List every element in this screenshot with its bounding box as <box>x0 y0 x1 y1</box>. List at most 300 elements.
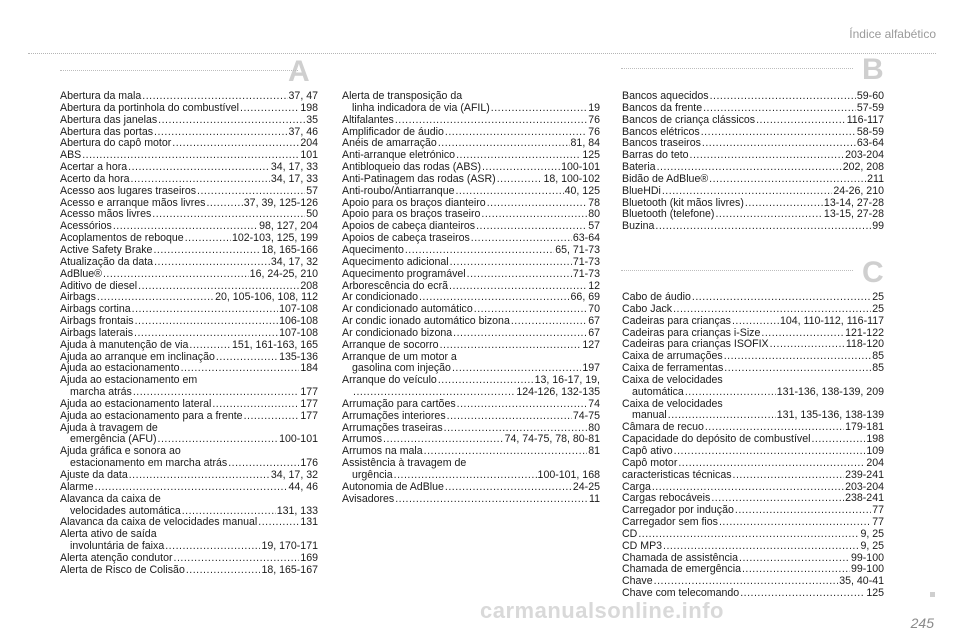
entry-pages: 18, 100-102 <box>543 172 600 185</box>
dot-leader <box>702 138 856 150</box>
entry-term: gasolina com injeção <box>352 362 451 375</box>
entry-term: Câmara de recuo <box>622 421 704 434</box>
entry-pages: 109 <box>866 444 884 457</box>
entry-pages: 59-60 <box>856 90 884 102</box>
entry-pages: 19, 170-171 <box>261 540 318 553</box>
dot-leader <box>154 127 287 139</box>
entry-term: Anti-arranque eletrónico <box>342 149 456 162</box>
dot-leader <box>690 150 845 162</box>
entry-pages: 80 <box>588 421 600 434</box>
entry-term: Ajuste da data <box>60 469 128 481</box>
dot-leader <box>134 328 278 340</box>
dot-leader <box>172 138 299 150</box>
entry-pages: 35, 40-41 <box>839 575 884 588</box>
dot-leader <box>742 564 850 576</box>
entry-pages: 99 <box>872 220 884 233</box>
index-entry <box>622 115 884 127</box>
dot-leader <box>638 529 859 541</box>
entry-pages: 44, 46 <box>288 480 318 493</box>
dot-leader <box>511 316 587 328</box>
entry-term: Aditivo de diesel <box>60 279 138 292</box>
dot-leader <box>438 138 570 150</box>
entry-pages: 81 <box>588 445 600 458</box>
entry-term: Apoio para os braços dianteiro <box>342 196 486 209</box>
entry-term: Ajuda ao estacionamento <box>60 362 180 375</box>
entry-term: Ajuda à travagem de <box>60 421 158 434</box>
entry-pages: 66, 69 <box>570 291 600 304</box>
entry-term: CD MP3 <box>622 539 663 552</box>
entry-term: Caixa de velocidades <box>622 373 723 386</box>
entry-term: AdBlue® <box>60 267 102 280</box>
dot-leader <box>445 482 572 494</box>
entry-pages: 204 <box>300 137 318 150</box>
index-column-a2 <box>342 91 600 506</box>
letter-heading-c: C <box>862 256 884 289</box>
entry-term: estacionamento em marcha atrás <box>70 457 228 470</box>
entry-pages: 65, 71-73 <box>555 243 600 256</box>
dot-leader <box>395 494 588 506</box>
entry-term: Bancos traseiros <box>622 137 701 150</box>
entry-term: caracteristicas técnicas <box>622 468 732 481</box>
entry-term: Atualização da data <box>60 255 154 268</box>
entry-term: Chave <box>622 575 653 588</box>
entry-term: Arranque de um motor a <box>342 350 457 363</box>
entry-term: Bancos aquecidos <box>622 90 709 102</box>
dot-leader <box>165 541 260 553</box>
entry-term: Cargas rebocáveis <box>622 492 711 505</box>
entry-pages: 37, 47 <box>288 90 318 102</box>
entry-term: Aquecimento adicional <box>342 255 449 268</box>
index-entry <box>622 221 884 233</box>
entry-pages: 57 <box>588 220 600 233</box>
entry-term: Ar condicionado bizona <box>342 326 453 339</box>
dot-leader <box>674 446 866 458</box>
entry-pages: 77 <box>872 504 884 517</box>
dot-leader <box>739 553 850 565</box>
entry-term: Arrumos <box>342 433 383 446</box>
entry-term: Arrumações interiores <box>342 409 446 422</box>
index-entry <box>622 470 884 482</box>
entry-term: Ar condicionado <box>342 291 418 304</box>
entry-pages: 179-181 <box>845 421 884 434</box>
entry-term: Autonomia de AdBlue <box>342 480 444 493</box>
dot-leader <box>174 553 300 565</box>
entry-term: Acertar a hora <box>60 161 128 174</box>
entry-term: Capô motor <box>622 456 678 469</box>
index-entry <box>622 541 884 553</box>
entry-term: Acerto da hora <box>60 172 130 185</box>
dot-leader <box>491 103 587 115</box>
entry-pages: 58-59 <box>856 125 884 138</box>
entry-pages: 203-204 <box>845 480 884 493</box>
entry-pages: 211 <box>867 172 884 185</box>
letter-divider-b <box>621 68 853 69</box>
letter-divider-c <box>621 270 853 271</box>
index-entry <box>60 411 318 423</box>
index-entry <box>60 553 318 565</box>
index-entry <box>342 328 600 340</box>
dot-leader <box>663 541 859 553</box>
index-entry <box>342 115 600 127</box>
dot-leader <box>216 352 278 364</box>
entry-pages: 107-108 <box>279 303 318 316</box>
entry-pages: 70 <box>588 303 600 316</box>
entry-term: Chave com telecomando <box>622 587 740 600</box>
entry-term: Carga <box>622 480 651 493</box>
dot-leader <box>756 115 846 127</box>
entry-term: Ajuda ao estacionamento em <box>60 374 198 387</box>
dot-leader <box>662 186 832 198</box>
entry-pages: 77 <box>872 516 884 529</box>
entry-term: Airbags frontais <box>60 315 134 328</box>
dot-leader <box>710 91 856 103</box>
entry-pages: 204 <box>866 456 884 469</box>
dot-leader <box>445 127 587 139</box>
dot-leader <box>154 257 270 269</box>
entry-term: Alerta atenção condutor <box>60 551 173 564</box>
dot-leader <box>719 517 871 529</box>
dot-leader <box>467 269 572 281</box>
entry-pages: 100-101, 168 <box>537 469 600 481</box>
dot-leader <box>181 363 300 375</box>
entry-pages: 85 <box>872 362 884 375</box>
entry-term: Alerta de transposição da <box>342 90 463 102</box>
entry-pages: 57 <box>306 184 318 197</box>
index-entry <box>622 304 884 316</box>
entry-pages: 63-64 <box>856 137 884 150</box>
dot-leader <box>132 304 278 316</box>
index-entry <box>60 340 318 352</box>
entry-term: Acesso e arranque mãos livres <box>60 196 206 209</box>
entry-pages: 238-241 <box>845 492 884 505</box>
entry-pages: 177 <box>300 409 318 422</box>
entry-pages: 99-100 <box>851 551 884 564</box>
index-entry <box>60 115 318 127</box>
index-entry <box>60 470 318 482</box>
entry-pages: 131, 133 <box>276 504 318 517</box>
entry-term: Cabo de áudio <box>622 291 691 303</box>
entry-pages: 239-241 <box>845 468 884 481</box>
section-title: Índice alfabético <box>849 27 936 41</box>
entry-pages: 208 <box>300 279 318 292</box>
dot-leader <box>732 316 779 328</box>
entry-pages: 131, 135-136, 138-139 <box>776 409 884 422</box>
entry-pages: 34, 17, 33 <box>270 172 318 185</box>
entry-term: Apoios de cabeça dianteiros <box>342 220 476 233</box>
index-entry <box>60 399 318 411</box>
dot-leader <box>189 340 231 352</box>
entry-pages: 124-126, 132-135 <box>516 386 600 399</box>
entry-pages: 74 <box>588 397 600 410</box>
entry-term: Aquecimento <box>342 243 404 256</box>
entry-pages: 203-204 <box>845 149 884 162</box>
entry-pages: 18, 165-166 <box>261 243 318 256</box>
entry-pages: 71-73 <box>572 255 600 268</box>
entry-pages: 74-75 <box>572 409 600 422</box>
entry-pages: 104, 110-112, 116-117 <box>779 314 884 327</box>
index-entry <box>342 103 600 115</box>
entry-term: Ajuda ao estacionamento lateral <box>60 397 212 410</box>
entry-term: Abertura da portinhola do combustível <box>60 101 240 114</box>
entry-pages: 37, 39, 125-126 <box>243 196 318 209</box>
entry-term: ABS <box>60 149 82 162</box>
entry-term: Buzina <box>622 220 655 233</box>
entry-term: Apoio para os braços traseiro <box>342 208 481 221</box>
entry-pages: 198 <box>300 101 318 114</box>
dot-leader <box>258 517 299 529</box>
entry-pages: 116-117 <box>846 113 884 126</box>
dot-leader <box>685 387 776 399</box>
dot-leader <box>186 565 261 577</box>
entry-term: Antibloqueio das rodas (ABS) <box>342 161 481 174</box>
entry-term: Bluetooth (telefone) <box>622 208 715 221</box>
index-entry <box>342 340 600 352</box>
entry-term: Caixa de arrumações <box>622 350 723 363</box>
entry-pages: 9, 25 <box>860 539 884 552</box>
entry-term: Abertura das portas <box>60 125 154 138</box>
entry-pages: 135-136 <box>279 350 318 363</box>
index-entry <box>60 174 318 186</box>
dot-leader <box>244 411 300 423</box>
entry-term: Capacidade do depósito de combustível <box>622 433 811 446</box>
entry-pages: 63-64 <box>572 232 600 245</box>
entry-term: Cabo Jack <box>622 302 673 315</box>
dot-leader <box>497 174 543 186</box>
entry-term: Barras do teto <box>622 149 689 162</box>
dot-leader <box>487 198 588 210</box>
index-entry <box>60 257 318 269</box>
dot-leader <box>724 363 871 375</box>
entry-pages: 125 <box>866 587 884 600</box>
entry-term: Bancos elétricos <box>622 125 700 138</box>
entry-pages: 12 <box>588 279 600 292</box>
dot-leader <box>715 209 822 221</box>
dot-leader <box>692 292 871 304</box>
dot-leader <box>481 209 587 221</box>
index-entry <box>622 186 884 198</box>
index-entry <box>60 482 318 494</box>
entry-pages: 18, 165-167 <box>261 563 318 576</box>
entry-term: Assistência à travagem de <box>342 457 467 470</box>
entry-term: Bateria <box>622 161 656 174</box>
entry-term: linha indicadora de via (AFIL) <box>352 101 490 114</box>
letter-divider-a <box>60 70 298 71</box>
index-entry <box>60 103 318 115</box>
index-column-c <box>622 292 884 600</box>
entry-pages: 131 <box>300 516 318 529</box>
entry-pages: 100-101 <box>561 161 600 174</box>
index-entry <box>342 269 600 281</box>
entry-term: Active Safety Brake <box>60 243 153 256</box>
entry-pages: 76 <box>588 113 600 126</box>
entry-pages: 50 <box>306 208 318 221</box>
dot-leader <box>678 458 865 470</box>
entry-pages: 85 <box>872 350 884 363</box>
entry-pages: 76 <box>588 125 600 138</box>
entry-term: Cadeiras para crianças i-Size <box>622 326 761 339</box>
index-entry <box>60 494 318 506</box>
dot-leader <box>395 115 587 127</box>
dot-leader <box>733 470 845 482</box>
entry-pages: 106-108 <box>279 315 318 328</box>
entry-term: Ajuda ao arranque em inclinação <box>60 350 215 363</box>
entry-term: Altifalantes <box>342 113 394 126</box>
entry-pages: 74, 74-75, 78, 80-81 <box>504 433 600 446</box>
entry-term: Carregador sem fios <box>622 516 718 529</box>
entry-term: velocidades automática <box>70 504 181 517</box>
entry-pages: 67 <box>588 315 600 328</box>
index-entry <box>622 209 884 221</box>
dot-leader <box>770 339 845 351</box>
index-entry <box>60 269 318 281</box>
index-entry <box>60 565 318 577</box>
entry-term: Carregador por indução <box>622 504 734 517</box>
entry-pages: 101 <box>300 149 318 162</box>
entry-term: Bancos de criança clássicos <box>622 113 756 126</box>
entry-term: Anéis de amarração <box>342 137 437 150</box>
entry-term: marcha atrás <box>70 386 132 399</box>
entry-pages: 198 <box>866 433 884 446</box>
entry-term: Caixa de velocidades <box>622 397 723 410</box>
entry-pages: 78 <box>588 196 600 209</box>
entry-term: Capô ativo <box>622 444 673 457</box>
index-entry <box>60 138 318 150</box>
dot-leader <box>740 588 865 600</box>
entry-pages: 19 <box>588 101 600 114</box>
entry-pages: 24-25 <box>572 480 600 493</box>
index-column-b <box>622 91 884 233</box>
dot-leader <box>455 186 563 198</box>
dot-leader <box>745 198 823 210</box>
dot-leader <box>197 186 305 198</box>
entry-term: manual <box>632 409 667 422</box>
entry-pages: 98, 127, 204 <box>259 220 318 233</box>
dot-leader <box>724 351 872 363</box>
entry-pages: 11 <box>589 492 600 505</box>
entry-pages: 20, 105-106, 108, 112 <box>215 291 318 304</box>
entry-term: Caixa de ferramentas <box>622 362 724 375</box>
entry-pages: 131-136, 138-139, 209 <box>776 385 884 398</box>
dot-leader <box>153 245 260 257</box>
entry-term: Arrumos na mala <box>342 445 423 458</box>
dot-leader <box>129 470 270 482</box>
entry-pages: 102-103, 125, 199 <box>231 232 318 245</box>
entry-pages: 71-73 <box>572 267 600 280</box>
entry-term: Alerta de Risco de Colisão <box>60 563 185 576</box>
dot-leader <box>135 316 279 328</box>
entry-pages: 202, 208 <box>842 161 884 174</box>
index-entry <box>342 399 600 411</box>
dot-leader <box>701 127 856 139</box>
entry-pages: 81, 84 <box>570 137 600 150</box>
index-entry <box>60 328 318 340</box>
dot-leader <box>703 103 856 115</box>
entry-pages: 176 <box>300 457 318 470</box>
entry-term: Alavanca da caixa de <box>60 492 161 505</box>
entry-term: Anti-roubo/Antiarranque <box>342 184 455 197</box>
entry-term: Ar condicionado automático <box>342 303 473 316</box>
entry-pages: 125 <box>582 149 600 162</box>
entry-term: urgência <box>352 469 393 481</box>
dot-leader <box>735 505 871 517</box>
entry-pages: 100-101 <box>279 433 318 446</box>
dot-leader <box>240 103 299 115</box>
index-entry <box>342 257 600 269</box>
entry-term: Alarme <box>60 480 94 493</box>
entry-term: Ar condic ionado automático bizona <box>342 315 510 328</box>
entry-pages: 99-100 <box>851 563 884 576</box>
entry-term: Chamada de assistência <box>622 551 739 564</box>
entry-term: Arborescência do ecrã <box>342 279 448 292</box>
entry-pages: 9, 25 <box>860 527 884 540</box>
dot-leader <box>709 174 866 186</box>
entry-pages: 184 <box>300 362 318 375</box>
entry-term: Apoios de cabeça traseiros <box>342 232 470 245</box>
dot-leader <box>447 411 572 423</box>
letter-heading-b: B <box>862 53 884 86</box>
index-entry <box>342 186 600 198</box>
entry-term: Acessórios <box>60 220 112 233</box>
dot-leader <box>131 174 270 186</box>
entry-pages: 40, 125 <box>564 184 600 197</box>
index-entry <box>60 186 318 198</box>
entry-term: Anti-Patinagem das rodas (ASR) <box>342 172 496 185</box>
entry-term: Acesso aos lugares traseiros <box>60 184 197 197</box>
entry-term: Abertura do capô motor <box>60 137 172 150</box>
entry-term: Bidão de AdBlue® <box>622 172 709 185</box>
entry-pages: 107-108 <box>279 326 318 339</box>
entry-pages: 13-15, 27-28 <box>823 208 884 221</box>
entry-term: Aquecimento programável <box>342 267 466 280</box>
dot-leader <box>440 340 582 352</box>
entry-term: Alavanca da caixa de velocidades manual <box>60 516 258 529</box>
index-entry <box>622 517 884 529</box>
index-entry <box>342 411 600 423</box>
dot-leader <box>95 482 288 494</box>
entry-term: Cadeiras para crianças <box>622 314 731 327</box>
index-column-a1 <box>60 91 318 577</box>
entry-term: Ajuda à manutenção de via <box>60 338 189 351</box>
letter-heading-a: A <box>288 55 310 88</box>
entry-pages: 35 <box>306 113 318 126</box>
entry-term: Abertura da mala <box>60 90 142 102</box>
entry-pages: 197 <box>582 362 600 375</box>
entry-term: BlueHDi <box>622 184 661 197</box>
entry-term: Avisadores <box>342 492 395 505</box>
dot-leader <box>103 269 249 281</box>
dot-leader <box>449 281 587 293</box>
entry-term: Airbags cortina <box>60 303 131 316</box>
entry-term: Bluetooth (kit mãos livres) <box>622 196 744 209</box>
index-entry <box>622 458 884 470</box>
index-entry <box>622 387 884 399</box>
entry-term: Arranque do veículo <box>342 374 437 387</box>
index-entry <box>342 494 600 506</box>
entry-pages: 121-122 <box>845 326 884 339</box>
dot-leader <box>185 233 231 245</box>
dot-leader <box>457 399 588 411</box>
entry-pages: 169 <box>300 551 318 564</box>
dot-leader <box>811 434 865 446</box>
entry-term: Airbags laterais <box>60 326 134 339</box>
entry-term: emergência (AFU) <box>70 433 157 446</box>
entry-term: involuntária de faixa <box>70 540 165 553</box>
entry-pages: 25 <box>872 291 884 303</box>
entry-term: Acoplamentos de reboque <box>60 232 184 245</box>
entry-term: Abertura das janelas <box>60 113 158 126</box>
entry-pages: 80 <box>588 208 600 221</box>
entry-pages: 127 <box>582 338 600 351</box>
